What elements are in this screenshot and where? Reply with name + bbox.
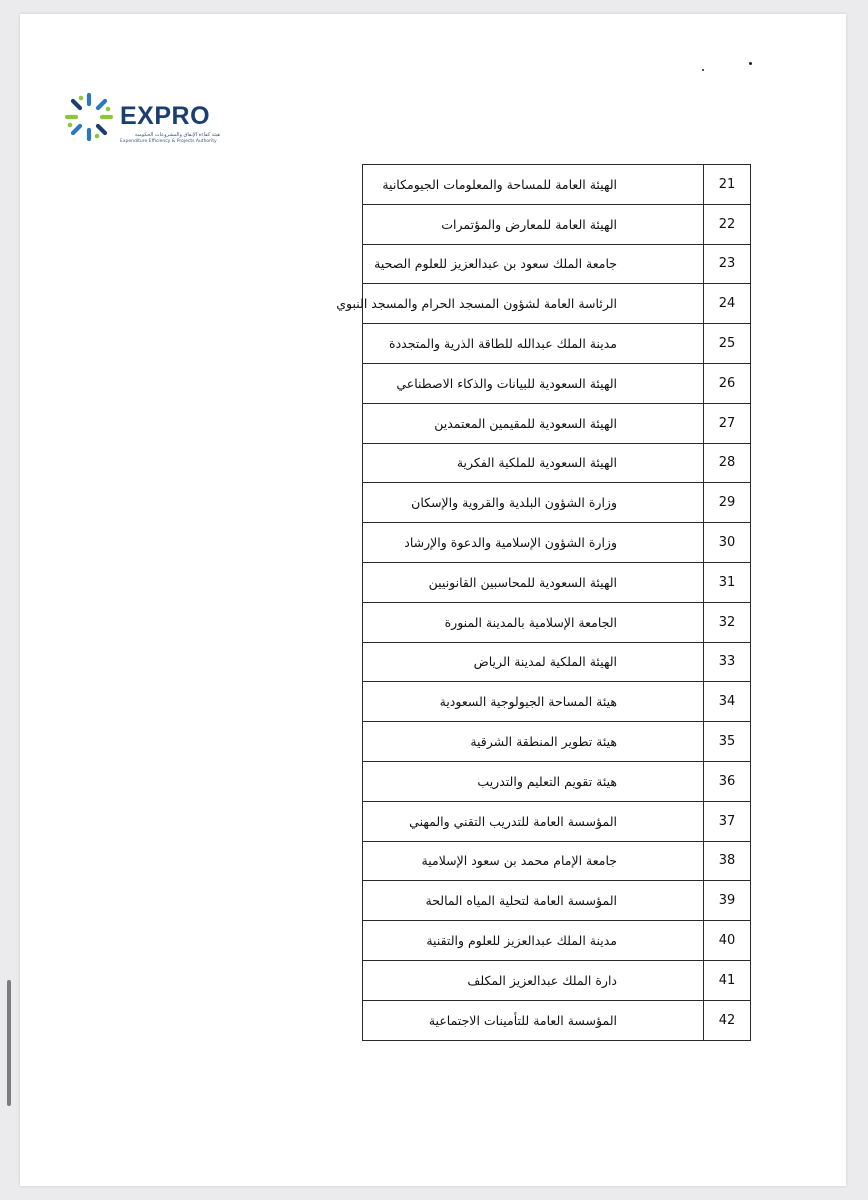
table-row <box>363 204 751 244</box>
entity-name: جامعة الملك سعود بن عبدالعزيز للعلوم الصحية <box>363 244 704 284</box>
table-row <box>363 244 751 284</box>
entity-name: الهيئة العامة للمعارض والمؤتمرات <box>363 204 704 244</box>
row-number: 31 <box>704 562 751 602</box>
table-row <box>363 165 751 205</box>
table-row <box>363 960 751 1000</box>
table-row <box>363 921 751 961</box>
entity-name: الهيئة العامة للمساحة والمعلومات الجيومكانية <box>363 165 704 205</box>
row-number: 33 <box>704 642 751 682</box>
entity-name: الهيئة الملكية لمدينة الرياض <box>363 642 704 682</box>
row-number: 39 <box>704 881 751 921</box>
expro-logo <box>64 92 234 162</box>
entity-name: الهيئة السعودية للملكية الفكرية <box>363 443 704 483</box>
table-row <box>363 761 751 801</box>
row-number: 32 <box>704 602 751 642</box>
table-row <box>363 284 751 324</box>
row-number: 25 <box>704 324 751 364</box>
entities-table <box>336 164 751 1041</box>
entity-name: المؤسسة العامة للتأمينات الاجتماعية <box>363 1000 704 1040</box>
document-page <box>20 14 846 1186</box>
table-row <box>363 1000 751 1040</box>
table-row <box>363 523 751 563</box>
logo-arabic-subtitle: هيئة كفاءة الإنفاق والمشروعات الحكومية <box>134 132 220 138</box>
entity-name: هيئة تقويم التعليم والتدريب <box>363 761 704 801</box>
row-number: 36 <box>704 761 751 801</box>
table-row <box>363 324 751 364</box>
table-row <box>363 483 751 523</box>
entity-name: دارة الملك عبدالعزيز المكلف <box>363 960 704 1000</box>
row-number: 37 <box>704 801 751 841</box>
row-number: 28 <box>704 443 751 483</box>
row-number: 23 <box>704 244 751 284</box>
page-mark-dot <box>749 62 752 65</box>
expro-logo-icon <box>64 92 114 142</box>
entity-name: الجامعة الإسلامية بالمدينة المنورة <box>363 602 704 642</box>
table-row <box>363 403 751 443</box>
row-number: 41 <box>704 960 751 1000</box>
table-row <box>363 363 751 403</box>
entity-name: وزارة الشؤون الإسلامية والدعوة والإرشاد <box>363 523 704 563</box>
row-number: 24 <box>704 284 751 324</box>
entity-name: مدينة الملك عبدالعزيز للعلوم والتقنية <box>363 921 704 961</box>
row-number: 21 <box>704 165 751 205</box>
table-row <box>363 722 751 762</box>
entity-name: الرئاسة العامة لشؤون المسجد الحرام والمسجد النبوي <box>363 284 704 324</box>
entity-name: المؤسسة العامة لتحلية المياه المالحة <box>363 881 704 921</box>
entity-name: الهيئة السعودية للمحاسبين القانونيين <box>363 562 704 602</box>
row-number: 30 <box>704 523 751 563</box>
row-number: 22 <box>704 204 751 244</box>
row-number: 38 <box>704 841 751 881</box>
logo-english-subtitle: Expenditure Efficiency & Projects Authority <box>120 139 217 144</box>
entity-name: هيئة المساحة الجيولوجية السعودية <box>363 682 704 722</box>
table-row <box>363 562 751 602</box>
entities-table-body <box>336 165 751 1041</box>
row-number: 35 <box>704 722 751 762</box>
logo-wordmark: EXPRO <box>120 102 211 130</box>
row-number: 26 <box>704 363 751 403</box>
entity-name: المؤسسة العامة للتدريب التقني والمهني <box>363 801 704 841</box>
entity-name: وزارة الشؤون البلدية والقروية والإسكان <box>363 483 704 523</box>
row-number: 40 <box>704 921 751 961</box>
row-number: 34 <box>704 682 751 722</box>
row-number: 27 <box>704 403 751 443</box>
table-row <box>363 801 751 841</box>
table-row <box>363 443 751 483</box>
table-row <box>363 682 751 722</box>
entity-name: الهيئة السعودية للبيانات والذكاء الاصطناعي <box>363 363 704 403</box>
table-row <box>363 602 751 642</box>
scrollbar-thumb[interactable] <box>7 980 11 1106</box>
entity-name: مدينة الملك عبدالله للطاقة الذرية والمتجددة <box>363 324 704 364</box>
entity-name: هيئة تطوير المنطقة الشرقية <box>363 722 704 762</box>
row-number: 29 <box>704 483 751 523</box>
table-row <box>363 881 751 921</box>
entity-name: جامعة الإمام محمد بن سعود الإسلامية <box>363 841 704 881</box>
row-number: 42 <box>704 1000 751 1040</box>
table-row <box>363 642 751 682</box>
table-row <box>363 841 751 881</box>
page-mark-dot <box>702 69 704 71</box>
entity-name: الهيئة السعودية للمقيمين المعتمدين <box>363 403 704 443</box>
